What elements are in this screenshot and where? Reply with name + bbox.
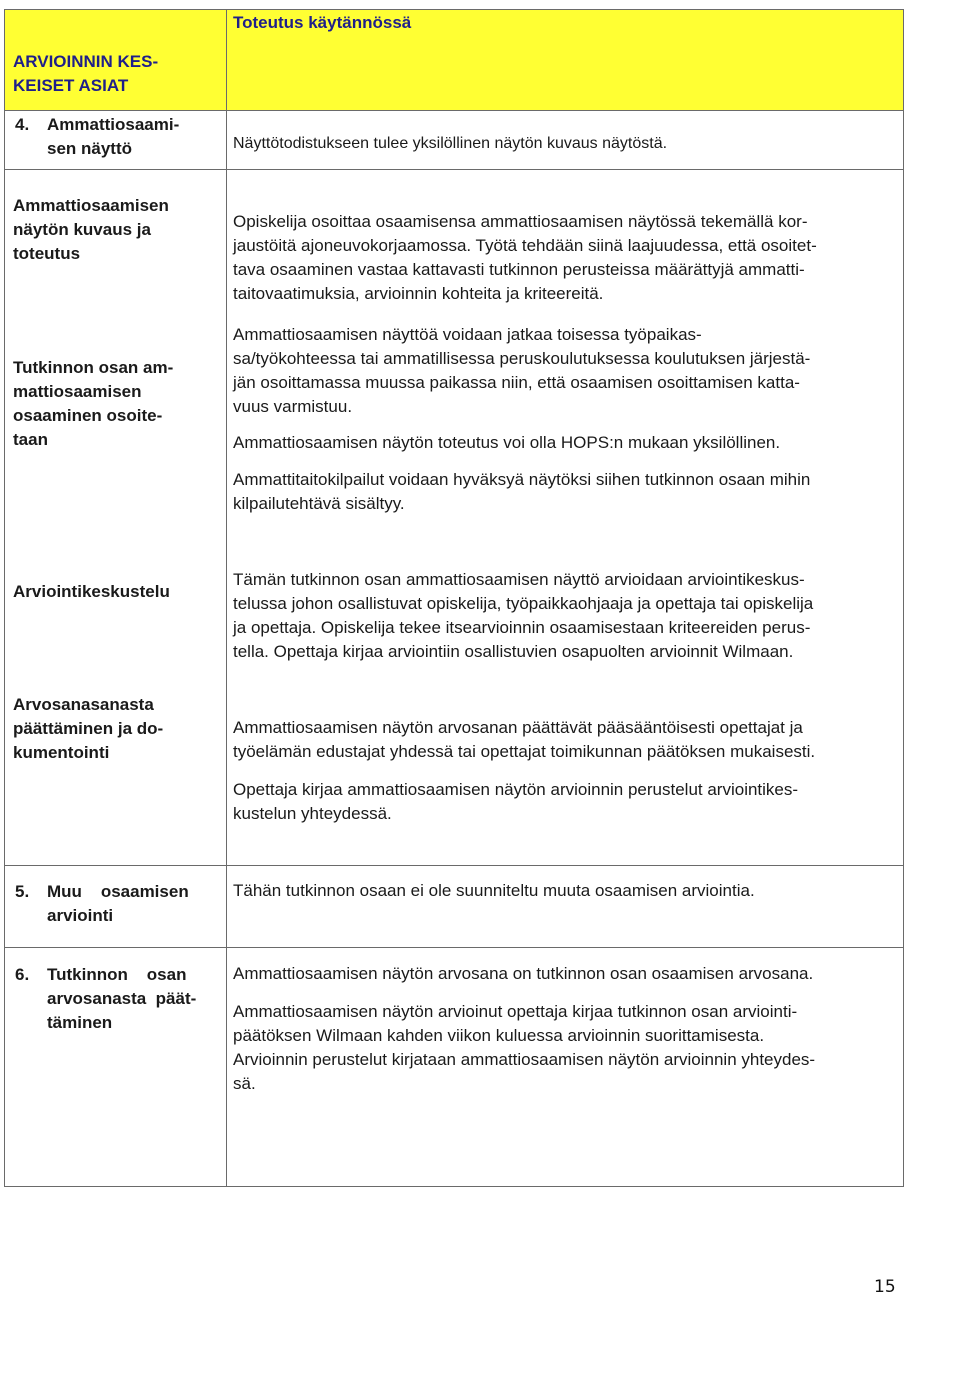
- osoitetaan-label: Tutkinnon osan am- mattiosaamisen osaaminen osoite- taan: [13, 358, 174, 449]
- row-divider: [5, 865, 903, 866]
- row4-number: 4.: [15, 115, 30, 134]
- kuvaus-label: Ammattiosaamisen näytön kuvaus ja toteutus: [13, 196, 169, 263]
- osoitetaan-paragraph-1: Ammattiosaamisen näyttöä voidaan jatkaa toisessa työpaikas- sa/työkohteessa tai ammatillisessa peruskoulutuksessa koulutuksen järjestä- jän osoittamassa muussa paikassa niin, että osaamisen osoittamisen katta- vuus varmistuu.: [233, 325, 811, 416]
- osoitetaan-paragraph-3: Ammattitaitokilpailut voidaan hyväksyä näytöksi siihen tutkinnon osaan mihin kilpailutehtävä sisältyy.: [233, 470, 811, 513]
- arvosana-label: Arvosanasanasta päättäminen ja do- kumentointi: [13, 695, 164, 762]
- arvosana-paragraph-2: Opettaja kirjaa ammattiosaamisen näytön arvioinnin perustelut arviointikes- kustelun yhteydessä.: [233, 780, 799, 823]
- row5-text: Tähän tutkinnon osaan ei ole suunniteltu muuta osaamisen arviointia.: [233, 881, 755, 900]
- kuvaus-paragraph: Opiskelija osoittaa osaamisensa ammattiosaamisen näytössä tekemällä kor- jaustöitä ajoneuvokorjaamossa. Työtä tehdään siinä laajuudessa, että osoitet- tava osaaminen vastaa kattavasti tutkinnon perusteissa määrättyjä ammatti- taitovaatimuksia, arvioinnin kohteita ja kriteereitä.: [233, 212, 817, 303]
- row5-label: Muu osaamisen arviointi: [47, 882, 189, 925]
- row-divider: [5, 947, 903, 948]
- keskustelu-text: Tämän tutkinnon osan ammattiosaamisen näyttö arvioidaan arviointikeskus- telussa johon osallistuvat opiskelija, työpaikkaohjaaja ja opettaja tai opiskelija ja opettaja. Opiskelija tekee itsearvioinnin osaamisestaan kriteereiden perus- tella. Opettaja kirjaa arviointiin osallistuvien osapuolten arvioinnit Wilmaan.: [233, 570, 814, 661]
- osoitetaan-paragraph-2: Ammattiosaamisen näytön toteutus voi olla HOPS:n mukaan yksilöllinen.: [233, 433, 781, 452]
- row6-label: Tutkinnon osan arvosanasta päät- täminen: [47, 965, 197, 1032]
- header-right-title: Toteutus käytännössä: [233, 13, 412, 32]
- arvosana-paragraph-1: Ammattiosaamisen näytön arvosanan päättävät pääsääntöisesti opettajat ja työelämän edustajat yhdessä tai opettajat toimikunnan päätöksen mukaisesti.: [233, 718, 816, 761]
- header-left-title: ARVIOINNIN KES- KEISET ASIAT: [13, 52, 159, 95]
- row4-label: Ammattiosaami- sen näyttö: [47, 115, 180, 158]
- row5-number: 5.: [15, 882, 30, 901]
- row6-number: 6.: [15, 965, 30, 984]
- row4-text: Näyttötodistukseen tulee yksilöllinen näytön kuvaus näytöstä.: [233, 135, 668, 152]
- page-number: 15: [874, 1277, 896, 1297]
- row-divider: [5, 169, 903, 170]
- row6-paragraph-1: Ammattiosaamisen näytön arvosana on tutkinnon osan osaamisen arvosana.: [233, 964, 814, 983]
- row6-paragraph-2: Ammattiosaamisen näytön arvioinut opettaja kirjaa tutkinnon osan arviointi- päätöksen Wilmaan kahden viikon kuluessa arvioinnin suorittamisesta. Arvioinnin perustelut kirjataan ammattiosaamisen näytön arvioinnin yhteydes- sä.: [233, 1002, 816, 1093]
- column-divider: [226, 110, 227, 1186]
- keskustelu-label: Arviointikeskustelu: [13, 582, 170, 601]
